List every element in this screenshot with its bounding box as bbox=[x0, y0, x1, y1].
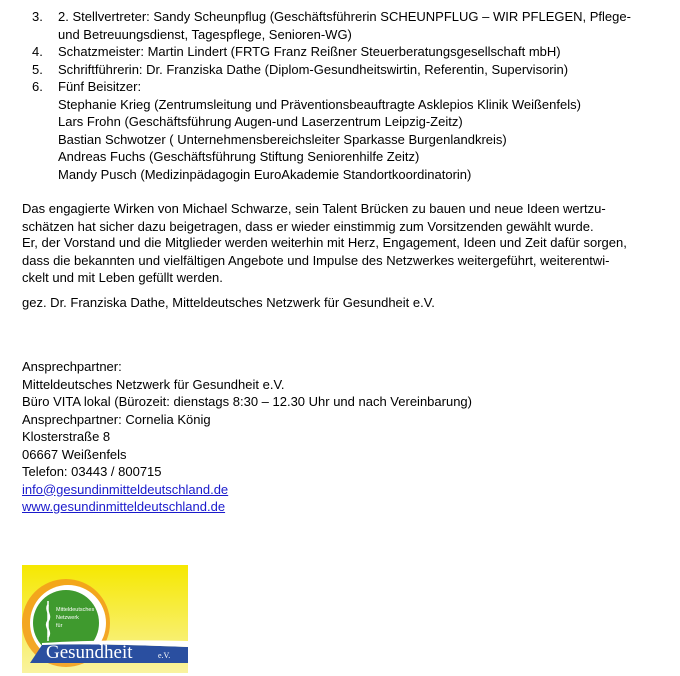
contact-office: Büro VITA lokal (Bürozeit: dienstags 8:30 – 12.30 Uhr und nach Vereinbarung) bbox=[22, 394, 472, 409]
contact-heading: Ansprechpartner: bbox=[22, 359, 122, 374]
list-line: Stephanie Krieg (Zentrumsleitung und Präventionsbeauftragte Asklepios Klinik Weißenfels) bbox=[58, 96, 581, 112]
list-item bbox=[22, 61, 672, 79]
list-line: Mandy Pusch (Medizinpädagogin EuroAkademie Standortkoordinatorin) bbox=[58, 166, 472, 182]
paragraph-line: Das engagierte Wirken von Michael Schwarze, sein Talent Brücken zu bauen und neue Ideen wertzu- bbox=[22, 201, 606, 216]
list-line: Lars Frohn (Geschäftsführung Augen-und Laserzentrum Leipzig-Zeitz) bbox=[58, 114, 463, 129]
paragraph-line: dass die bekannten und vielfältigen Angebote und Impulse des Netzwerkes weitergeführt, weiterentwi- bbox=[22, 252, 610, 268]
list-item bbox=[22, 8, 672, 43]
list-line: Schatzmeister: Martin Lindert (FRTG Franz Reißner Steuerberatungsgesellschaft mbH) bbox=[58, 44, 561, 59]
list-line: Andreas Fuchs (Geschäftsführung Stiftung Seniorenhilfe Zeitz) bbox=[58, 149, 420, 164]
contact-phone: Telefon: 03443 / 800715 bbox=[22, 464, 162, 479]
list-number: 3. bbox=[32, 9, 43, 24]
list-number: 6. bbox=[32, 79, 43, 94]
contact-block bbox=[22, 358, 662, 516]
contact-org: Mitteldeutsches Netzwerk für Gesundheit e.V. bbox=[22, 376, 285, 392]
paragraph-tribute bbox=[22, 200, 674, 235]
list-number: 5. bbox=[32, 61, 43, 77]
list-line: und Betreuungsdienst, Tagespflege, Senioren-WG) bbox=[58, 26, 352, 42]
contact-city: 06667 Weißenfels bbox=[22, 446, 127, 462]
contact-person: Ansprechpartner: Cornelia König bbox=[22, 411, 211, 427]
contact-street: Klosterstraße 8 bbox=[22, 429, 111, 444]
paragraph-commitment bbox=[22, 234, 674, 287]
list-line: Bastian Schwotzer ( Unternehmensbereichsleiter Sparkasse Burgenlandkreis) bbox=[58, 131, 507, 147]
logo-text-line2: Netzwerk bbox=[56, 615, 79, 621]
logo-text-line1: Mitteldeutsches bbox=[56, 607, 95, 613]
board-member-list bbox=[22, 8, 672, 183]
logo-text-line3: für bbox=[56, 623, 63, 629]
paragraph-line: schätzen hat sicher dazu beigetragen, dass er wieder einstimmig zum Vorsitzenden gewählt wurde. bbox=[22, 218, 594, 234]
paragraph-line: ckelt und mit Leben gefüllt werden. bbox=[22, 270, 223, 285]
logo-word: Gesundheit bbox=[46, 642, 133, 663]
list-number: 4. bbox=[32, 44, 43, 59]
website-link[interactable]: www.gesundinmitteldeutschland.de bbox=[22, 499, 226, 514]
list-line: 2. Stellvertreter: Sandy Scheunpflug (Geschäftsführerin SCHEUNPFLUG – WIR PFLEGEN, Pflege- bbox=[58, 9, 631, 24]
logo-suffix: e.V. bbox=[158, 651, 171, 660]
paragraph-line: Er, der Vorstand und die Mitglieder werden weiterhin mit Herz, Engagement, Ideen und Zeit dafür sorgen, bbox=[22, 235, 627, 250]
list-line: Schriftführerin: Dr. Franziska Dathe (Diplom-Gesundheitswirtin, Referentin, Supervisorin) bbox=[58, 61, 569, 77]
email-link[interactable]: info@gesundinmitteldeutschland.de bbox=[22, 481, 229, 497]
list-item bbox=[22, 43, 672, 61]
organization-logo bbox=[22, 565, 188, 673]
list-item bbox=[22, 78, 672, 183]
signature-line: gez. Dr. Franziska Dathe, Mitteldeutsches Netzwerk für Gesundheit e.V. bbox=[22, 295, 435, 310]
list-line: Fünf Beisitzer: bbox=[58, 79, 142, 94]
